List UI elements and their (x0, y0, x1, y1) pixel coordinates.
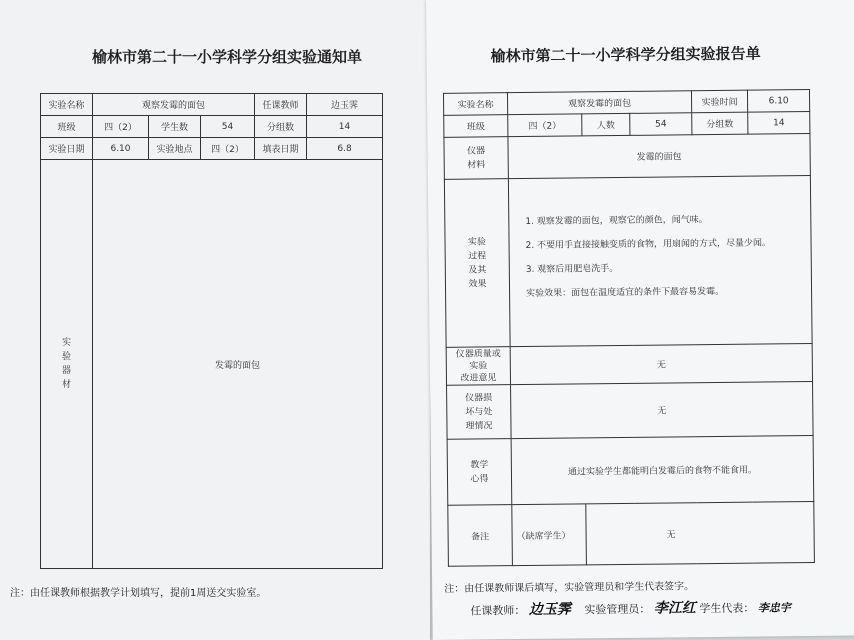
report-process-step-3: 3. 观察后用肥皂洗手。 (525, 263, 619, 275)
report-groups-label: 分组数 (692, 112, 748, 135)
report-time-label: 实验时间 (691, 90, 747, 113)
notice-footnote: 注：由任课教师根据教学计划填写，提前1周送交实验室。 (10, 588, 267, 599)
report-name-label: 实验名称 (443, 93, 507, 116)
report-damage-label: 仪器损 坏与处 理情况 (447, 385, 512, 440)
report-materials-value: 发霉的面包 (508, 133, 810, 178)
report-sheet (426, 0, 854, 640)
notice-location-label: 实验地点 (149, 138, 201, 160)
report-reflection-value: 通过实验学生都能明白发霉后的食物不能食用。 (511, 435, 814, 504)
notice-students-value: 54 (201, 116, 255, 138)
notice-equipment-value: 发霉的面包 (93, 160, 383, 569)
report-reflection-label: 教学 心得 (447, 439, 512, 506)
report-signatures (470, 596, 791, 619)
notice-name-value: 观察发霉的面包 (93, 94, 255, 116)
notice-equipment-label: 实 验 器 材 (41, 160, 93, 569)
report-footnote: 注：由任课教师课后填写，实验管理员和学生代表签字。 (444, 581, 695, 595)
notice-students-label: 学生数 (149, 116, 201, 138)
notice-filldate-label: 填表日期 (255, 138, 307, 160)
notice-teacher-value: 边玉霁 (307, 94, 383, 116)
report-people-label: 人数 (582, 113, 630, 136)
report-quality-label: 仪器质量或 实验 改进意见 (446, 347, 510, 386)
report-process-label: 实验 过程 及其 效果 (444, 179, 510, 348)
notice-groups-label: 分组数 (255, 116, 307, 138)
notice-teacher-label: 任课教师 (255, 94, 307, 116)
report-process-cell (508, 175, 812, 346)
report-remarks-value: 无 (586, 501, 815, 564)
report-time-value: 6.10 (747, 89, 809, 112)
report-remarks-label: 备注 (448, 505, 513, 567)
notice-title: 榆林市第二十一小学科学分组实验通知单 (92, 48, 363, 66)
notice-class-value: 四（2） (93, 116, 149, 138)
report-title: 榆林市第二十一小学科学分组实验报告单 (490, 44, 761, 66)
report-class-label: 班级 (444, 115, 508, 138)
notice-date-value: 6.10 (93, 138, 149, 160)
notice-groups-value: 14 (307, 116, 383, 138)
sign-student-label: 学生代表： (699, 601, 755, 616)
report-people-value: 54 (630, 113, 692, 136)
report-class-value: 四（2） (508, 114, 582, 137)
sign-student-signature: 李忠宇 (757, 601, 791, 615)
report-name-value: 观察发霉的面包 (507, 91, 691, 115)
notice-filldate-value: 6.8 (307, 138, 383, 160)
report-table (443, 89, 815, 567)
notice-location-value: 四（2） (201, 138, 255, 160)
sign-teacher-label: 任课教师： (470, 603, 526, 618)
report-process-step-2: 2. 不要用手直接接触变质的食物，用扇闻的方式，尽量少闻。 (525, 237, 772, 251)
report-quality-value: 无 (510, 343, 812, 384)
notice-table (40, 93, 383, 569)
report-process-effect: 实验效果：面包在温度适宜的条件下最容易发霉。 (526, 286, 725, 299)
report-groups-value: 14 (748, 111, 810, 134)
report-remarks-sub: （缺席学生） (512, 504, 587, 566)
sign-admin-label: 实验管理员： (584, 602, 651, 617)
report-process-step-1: 1. 观察发霉的面包，观察它的颜色，闻气味。 (525, 214, 708, 227)
sign-teacher-signature: 边玉霁 (528, 601, 571, 618)
sign-admin-signature: 李江红 (653, 600, 696, 617)
notice-name-label: 实验名称 (41, 94, 93, 116)
notice-date-label: 实验日期 (41, 138, 93, 160)
notice-class-label: 班级 (41, 116, 93, 138)
report-damage-value: 无 (511, 381, 814, 438)
report-materials-label: 仪器 材料 (444, 137, 508, 180)
